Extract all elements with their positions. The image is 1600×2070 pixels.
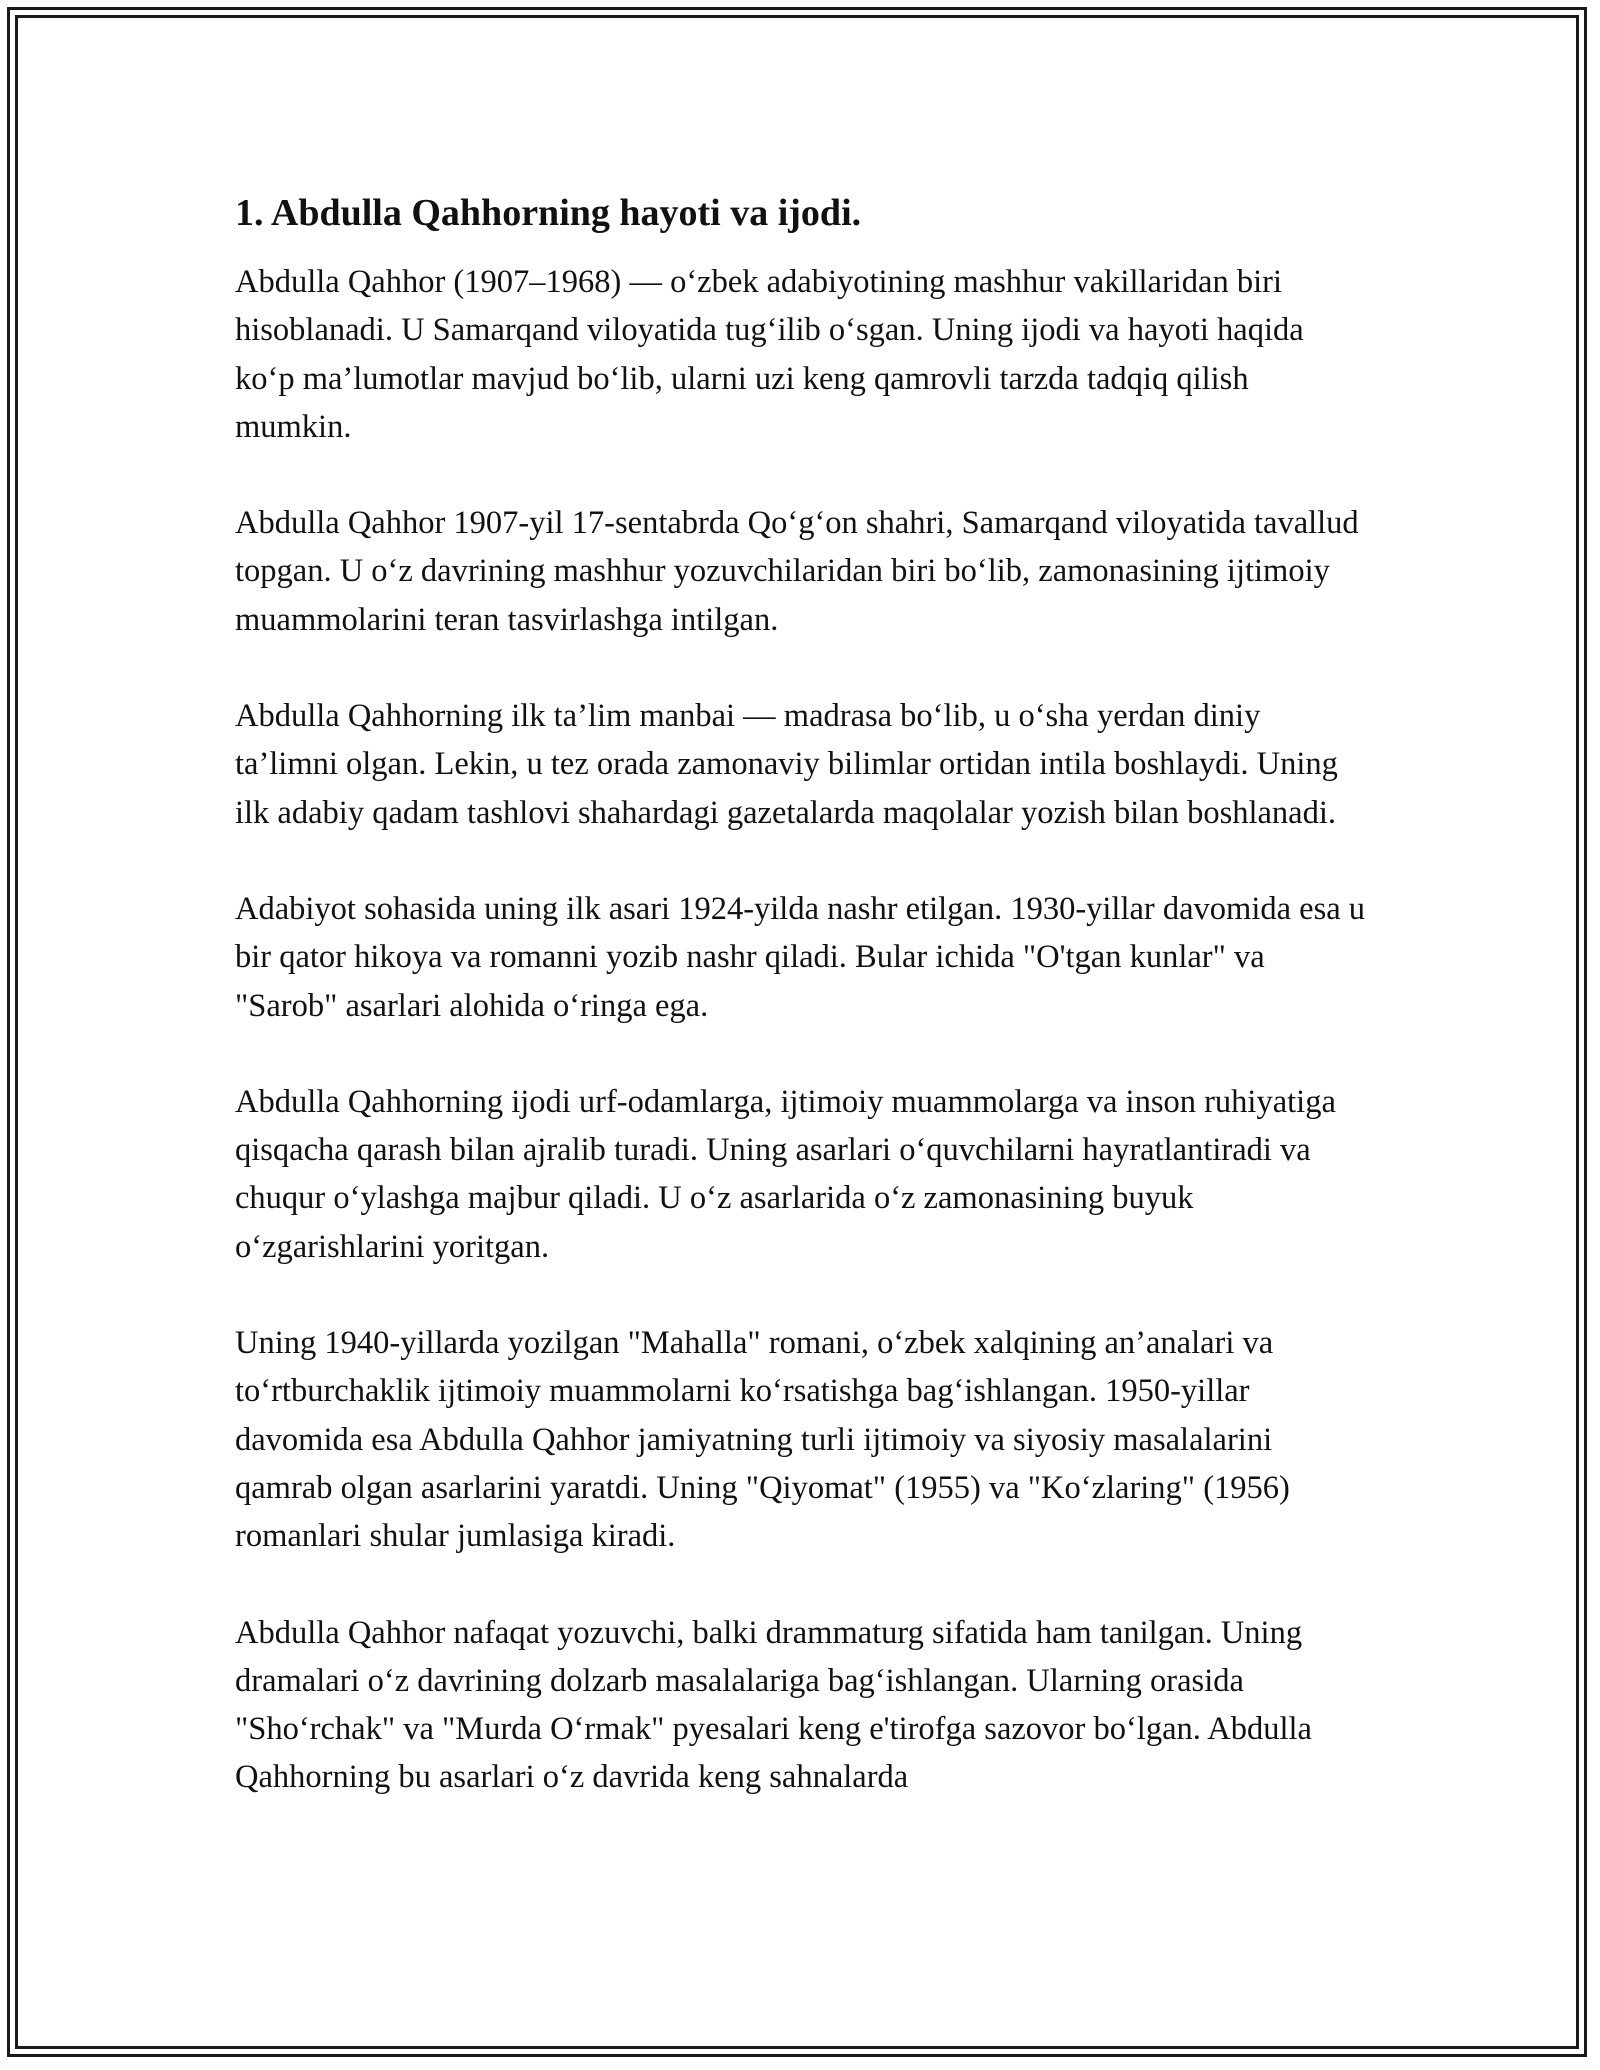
paragraph-education: Abdulla Qahhorning ilk ta’lim manbai — madrasa bo‘lib, u o‘sha yerdan diniy ta’limni olgan. Lekin, u tez orada zamonaviy bilimlar ortidan intila boshlaydi. Uning ilk adabiy qadam tashlovi shahardagi gazetalarda maqolalar yozish bilan boshlanadi. (235, 698, 1338, 831)
paragraph-first-works: Adabiyot sohasida uning ilk asari 1924-yilda nashr etilgan. 1930-yillar davomida esa u bir qator hikoya va romanni yozib nashr qiladi. Bular ichida "O'tgan kunlar" va "Sarob" asarlari alohida o‘ringa ega. (235, 890, 1366, 1024)
paragraph-creativity: Abdulla Qahhorning ijodi urf-odamlarga, ijtimoiy muammolarga va inson ruhiyatiga qisqacha qarash bilan ajralib turadi. Uning asarlari o‘quvchilarni hayratlantiradi va chuqur o‘ylashga majbur qiladi. U o‘z asarlarida o‘z zamonasining buyuk o‘zgarishlarini yoritgan. (235, 1083, 1336, 1265)
paragraph-intro: Abdulla Qahhor (1907–1968) — o‘zbek adabiyotining mashhur vakillaridan biri hisoblanadi. U Samarqand viloyatida tug‘ilib o‘sgan. Uning ijodi va hayoti haqida ko‘p ma’lumotlar mavjud bo‘lib, ularni uzi keng qamrovli tarzda tadqiq qilish mumkin. (235, 264, 1304, 445)
paragraph-dramas: Abdulla Qahhor nafaqat yozuvchi, balki drammaturg sifatida ham tanilgan. Uning dramalari o‘z davrining dolzarb masalalariga bag‘ishlangan. Ularning orasida "Sho‘rchak" va "Murda O‘rmak" pyesalari keng e'tirofga sazovor bo‘lgan. Abdulla Qahhorning bu asarlari o‘z davrida keng sahnalarda (235, 1614, 1312, 1796)
document-title: 1. Abdulla Qahhorning hayoti va ijodi. (235, 192, 862, 234)
paragraph-birth: Abdulla Qahhor 1907-yil 17-sentabrda Qo‘g‘on shahri, Samarqand viloyatida tavallud topgan. U o‘z davrining mashhur yozuvchilaridan biri bo‘lib, zamonasining ijtimoiy muammolarini teran tasvirlashga intilgan. (235, 505, 1359, 638)
paragraph-novels: Uning 1940-yillarda yozilgan "Mahalla" romani, o‘zbek xalqining an’analari va to‘rtburchaklik ijtimoiy muammolarni ko‘rsatishga bag‘ishlangan. 1950-yillar davomida esa Abdulla Qahhor jamiyatning turli ijtimoiy va siyosiy masalalarini qamrab olgan asarlarini yaratdi. Uning "Qiyomat" (1955) va "Ko‘zlaring" (1956) romanlari shular jumlasiga kiradi. (235, 1325, 1290, 1555)
document-body (235, 186, 1370, 1850)
